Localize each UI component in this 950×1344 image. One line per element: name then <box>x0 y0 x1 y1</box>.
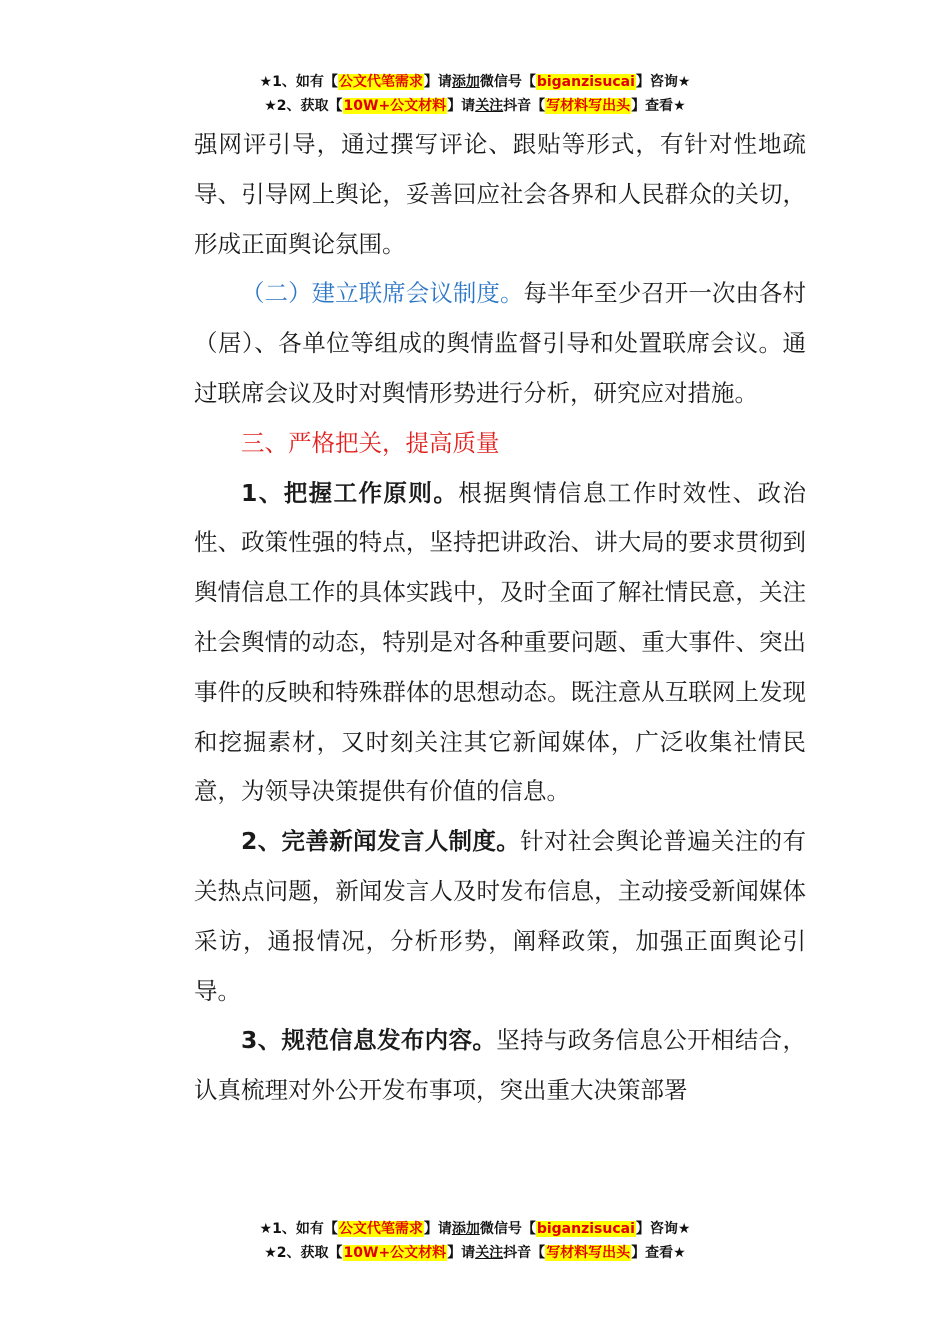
item-1-heading: 1、把握工作原则。 <box>241 478 459 507</box>
banner-text: 抖音【 <box>503 98 546 114</box>
banner-line-1 <box>0 1217 950 1241</box>
item-1-body: 根据舆情信息工作时效性、政治性、政策性强的特点，坚持把讲政治、讲大局的要求贯彻到舆情信息工作的具体实践中，及时全面了解社情民意，关注社会舆情的动态，特别是对各种重要问题、重大事件、突出事件的反映和特殊群体的思想动态。既注意从互联网上发现和挖掘素材，又时刻关注其它新闻媒体，广泛收集社情民意，为领导决策提供有价值的信息。 <box>194 478 806 806</box>
banner-underline: 关注 <box>475 1245 504 1261</box>
item-2-heading: 2、完善新闻发言人制度。 <box>241 827 521 856</box>
footer-banner <box>0 1217 950 1265</box>
banner-douyin-id: 写材料写出头 <box>546 98 631 114</box>
banner-text: 】查看★ <box>631 98 686 114</box>
banner-text: 微信号【 <box>479 74 536 90</box>
banner-highlight: 公文代笔需求 <box>338 1221 423 1237</box>
banner-text: 抖音【 <box>503 1245 546 1261</box>
paragraph-item-2 <box>194 817 806 1016</box>
subsection-2-body: 每半年至少召开一次由各村（居）、各单位等组成的舆情监督引导和处置联席会议。通过联席会议及时对舆情形势进行分析，研究应对措施。 <box>194 279 807 407</box>
banner-underline: 关注 <box>475 98 504 114</box>
banner-line-2 <box>0 94 950 118</box>
banner-text: 微信号【 <box>479 1221 536 1237</box>
banner-text: 】查看★ <box>631 1245 686 1261</box>
banner-douyin-id: 写材料写出头 <box>546 1245 631 1261</box>
banner-wechat-id: biganzisucai <box>536 74 635 90</box>
banner-text: 】请 <box>423 74 452 90</box>
banner-highlight: 10W+公文材料 <box>343 98 447 114</box>
banner-highlight: 10W+公文材料 <box>343 1245 447 1261</box>
paragraph-subsection-2 <box>194 269 806 418</box>
item-3-heading: 3、规范信息发布内容。 <box>241 1026 497 1055</box>
subsection-2-heading: （二）建立联席会议制度。 <box>241 279 524 308</box>
section-3-heading: 三、严格把关，提高质量 <box>241 428 500 457</box>
header-banner <box>0 70 950 118</box>
banner-text: 】咨询★ <box>635 74 691 90</box>
paragraph-intro: 强网评引导，通过撰写评论、跟贴等形式，有针对性地疏导、引导网上舆论，妥善回应社会各界和人民群众的关切，形成正面舆论氛围。 <box>194 130 806 258</box>
banner-line-1 <box>0 70 950 94</box>
banner-text: 】请 <box>423 1221 452 1237</box>
paragraph-item-1 <box>194 469 806 818</box>
paragraph-item-3 <box>194 1016 806 1116</box>
banner-text: 】咨询★ <box>635 1221 691 1237</box>
banner-text: 】请 <box>447 1245 476 1261</box>
banner-text: ★2、获取【 <box>264 98 343 114</box>
banner-text: ★1、如有【 <box>259 74 338 90</box>
banner-underline: 添加 <box>451 74 480 90</box>
banner-text: ★1、如有【 <box>259 1221 338 1237</box>
banner-highlight: 公文代笔需求 <box>338 74 423 90</box>
banner-line-2 <box>0 1241 950 1265</box>
item-3-body: 坚持与政务信息公开相结合，认真梳理对外公开发布事项，突出重大决策部署 <box>194 1026 806 1105</box>
banner-text: ★2、获取【 <box>264 1245 343 1261</box>
item-2-body: 针对社会舆论普遍关注的有关热点问题，新闻发言人及时发布信息，主动接受新闻媒体采访，通报情况，分析形势，阐释政策，加强正面舆论引导。 <box>194 827 807 1005</box>
banner-underline: 添加 <box>451 1221 480 1237</box>
banner-text: 】请 <box>447 98 476 114</box>
document-body <box>194 120 806 1116</box>
banner-wechat-id: biganzisucai <box>536 1221 635 1237</box>
